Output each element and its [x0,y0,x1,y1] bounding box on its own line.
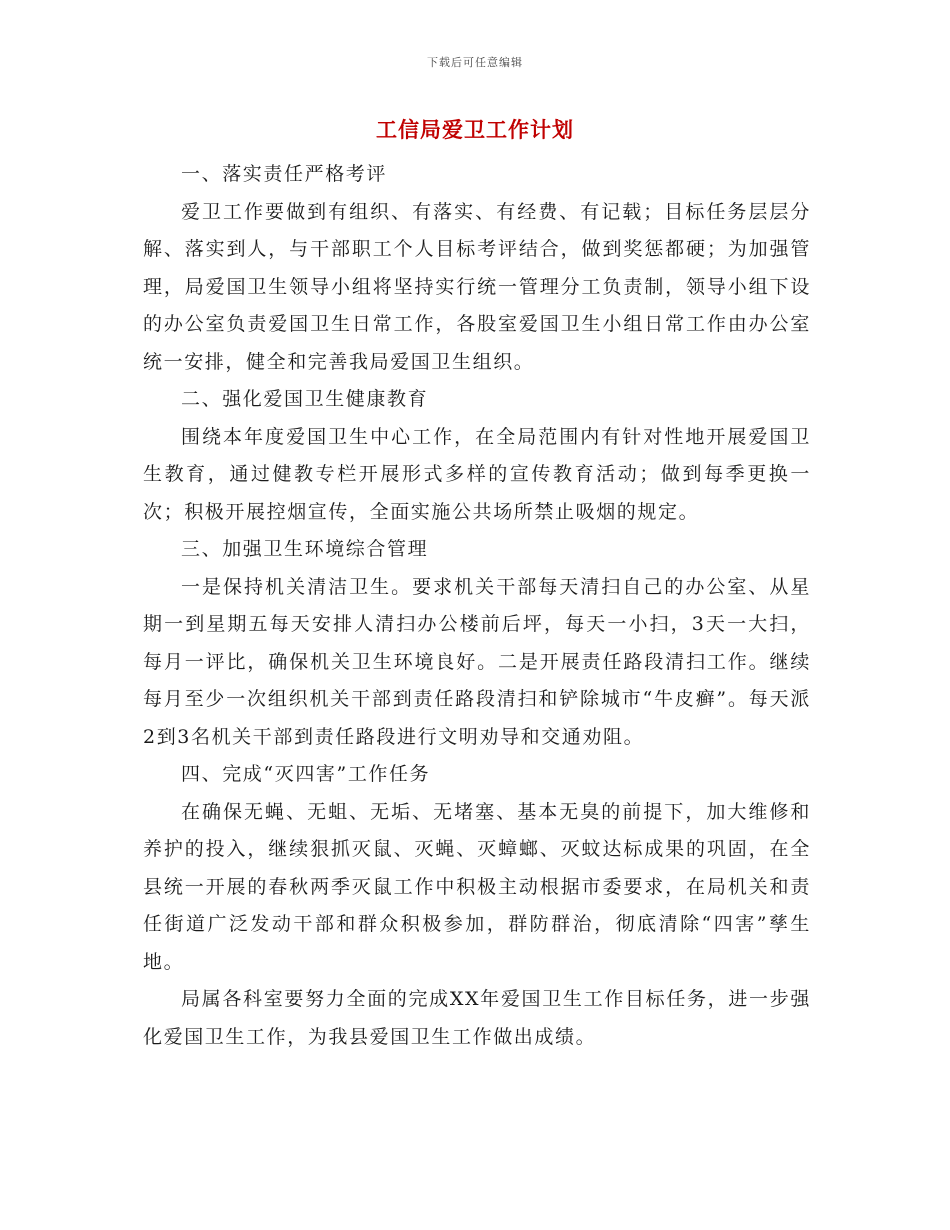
document-body [143,156,811,1056]
document-title: 工信局爱卫工作计划 [376,117,574,142]
paragraph-4: 在确保无蝇、无蛆、无垢、无堵塞、基本无臭的前提下，加大维修和养护的投入，继续狠抓灭鼠、灭蝇、灭蟑螂、灭蚊达标成果的巩固，在全县统一开展的春秋两季灭鼠工作中积极主动根据市委要求，在局机关和责任街道广泛发动干部和群众积极参加，群防群治，彻底清除“四害”孳生地。 [143,800,811,973]
paragraph-2: 围绕本年度爱国卫生中心工作，在全局范围内有针对性地开展爱国卫生教育，通过健教专栏开展形式多样的宣传教育活动；做到每季更换一次；积极开展控烟宣传，全面实施公共场所禁止吸烟的规定。 [143,425,811,523]
section-heading-3: 三、加强卫生环境综合管理 [181,538,429,560]
closing-paragraph: 局属各科室要努力全面的完成XX年爱国卫生工作目标任务，进一步强化爱国卫生工作，为我县爱国卫生工作做出成绩。 [143,988,811,1048]
section-heading-4: 四、完成“灭四害”工作任务 [181,763,431,785]
paragraph-3: 一是保持机关清洁卫生。要求机关干部每天清扫自己的办公室、从星期一到星期五每天安排人清扫办公楼前后坪，每天一小扫，3天一大扫，每月一评比，确保机关卫生环境良好。二是开展责任路段清扫工作。继续每月至少一次组织机关干部到责任路段清扫和铲除城市“牛皮癣”。每天派2到3名机关干部到责任路段进行文明劝导和交通劝阻。 [143,575,811,748]
download-note: 下载后可任意编辑 [427,56,523,69]
paragraph-1: 爱卫工作要做到有组织、有落实、有经费、有记载；目标任务层层分解、落实到人，与干部职工个人目标考评结合，做到奖惩都硬；为加强管理，局爱国卫生领导小组将坚持实行统一管理分工负责制，领导小组下设的办公室负责爱国卫生日常工作，各股室爱国卫生小组日常工作由办公室统一安排，健全和完善我局爱国卫生组织。 [143,200,811,373]
section-heading-1: 一、落实责任严格考评 [181,163,388,185]
section-heading-2: 二、强化爱国卫生健康教育 [181,388,429,410]
